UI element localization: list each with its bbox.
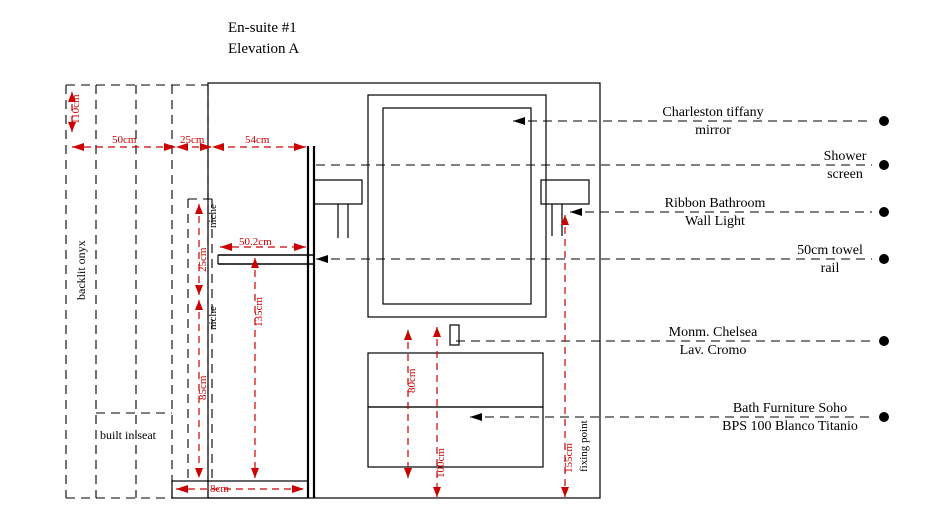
callout-shower-screen-line2: screen bbox=[827, 167, 863, 182]
drawing-title-line2: Elevation A bbox=[228, 41, 300, 57]
callout-basin-line2: Lav. Cromo bbox=[679, 343, 747, 358]
callout-wall-light bbox=[600, 195, 830, 231]
dim-100cm: 100cm bbox=[435, 448, 447, 478]
dim-110cm: 110cm bbox=[70, 94, 82, 124]
dim-54cm: 54cm bbox=[245, 134, 270, 146]
callout-furniture-line1: Bath Furniture Soho bbox=[732, 401, 848, 416]
dim-25cm: 25cm bbox=[180, 134, 205, 146]
callout-mirror-line2: mirror bbox=[695, 123, 731, 138]
dim-50cm: 50cm bbox=[112, 134, 137, 146]
callout-wall-light-line2: Wall Light bbox=[685, 214, 745, 229]
callout-wall-light-line1: Ribbon Bathroom bbox=[664, 196, 766, 211]
dim-502cm: 50.2cm bbox=[239, 236, 272, 248]
drawing-title-line1: En-suite #1 bbox=[228, 20, 297, 36]
dim-155cm: 155cm bbox=[563, 443, 575, 473]
annotation-niche-2: niche bbox=[207, 306, 219, 330]
annotation-built-in-seat: built in seat bbox=[100, 428, 156, 442]
callout-towel-rail bbox=[760, 242, 900, 278]
annotation-backlit-onyx: backlit onyx bbox=[74, 240, 88, 300]
callout-furniture-line2: BPS 100 Blanco Titanio bbox=[722, 419, 858, 434]
callout-shower-screen-line1: Shower bbox=[823, 149, 867, 164]
callout-basin bbox=[598, 324, 828, 360]
annotation-fixing-point: fixing point bbox=[578, 420, 590, 472]
dim-8cm: 8cm bbox=[210, 483, 229, 495]
annotation-niche-1: niche bbox=[207, 204, 219, 228]
callout-shower-screen bbox=[790, 148, 900, 184]
architecture-outline bbox=[172, 83, 600, 498]
callout-furniture bbox=[650, 400, 930, 436]
callout-towel-rail-line2: rail bbox=[820, 261, 840, 276]
callout-mirror-line1: Charleston tiffany bbox=[662, 105, 764, 120]
callout-arrowheads bbox=[316, 117, 582, 421]
callout-basin-line1: Monm. Chelsea bbox=[668, 325, 758, 340]
dim-80cm: 80cm bbox=[406, 368, 418, 393]
callout-mirror bbox=[598, 104, 828, 140]
dim-25cm-vertical: 25cm bbox=[197, 247, 209, 272]
dim-85cm: 85cm bbox=[197, 375, 209, 400]
callout-towel-rail-line1: 50cm towel bbox=[797, 243, 863, 258]
dim-135cm: 135cm bbox=[253, 297, 265, 327]
